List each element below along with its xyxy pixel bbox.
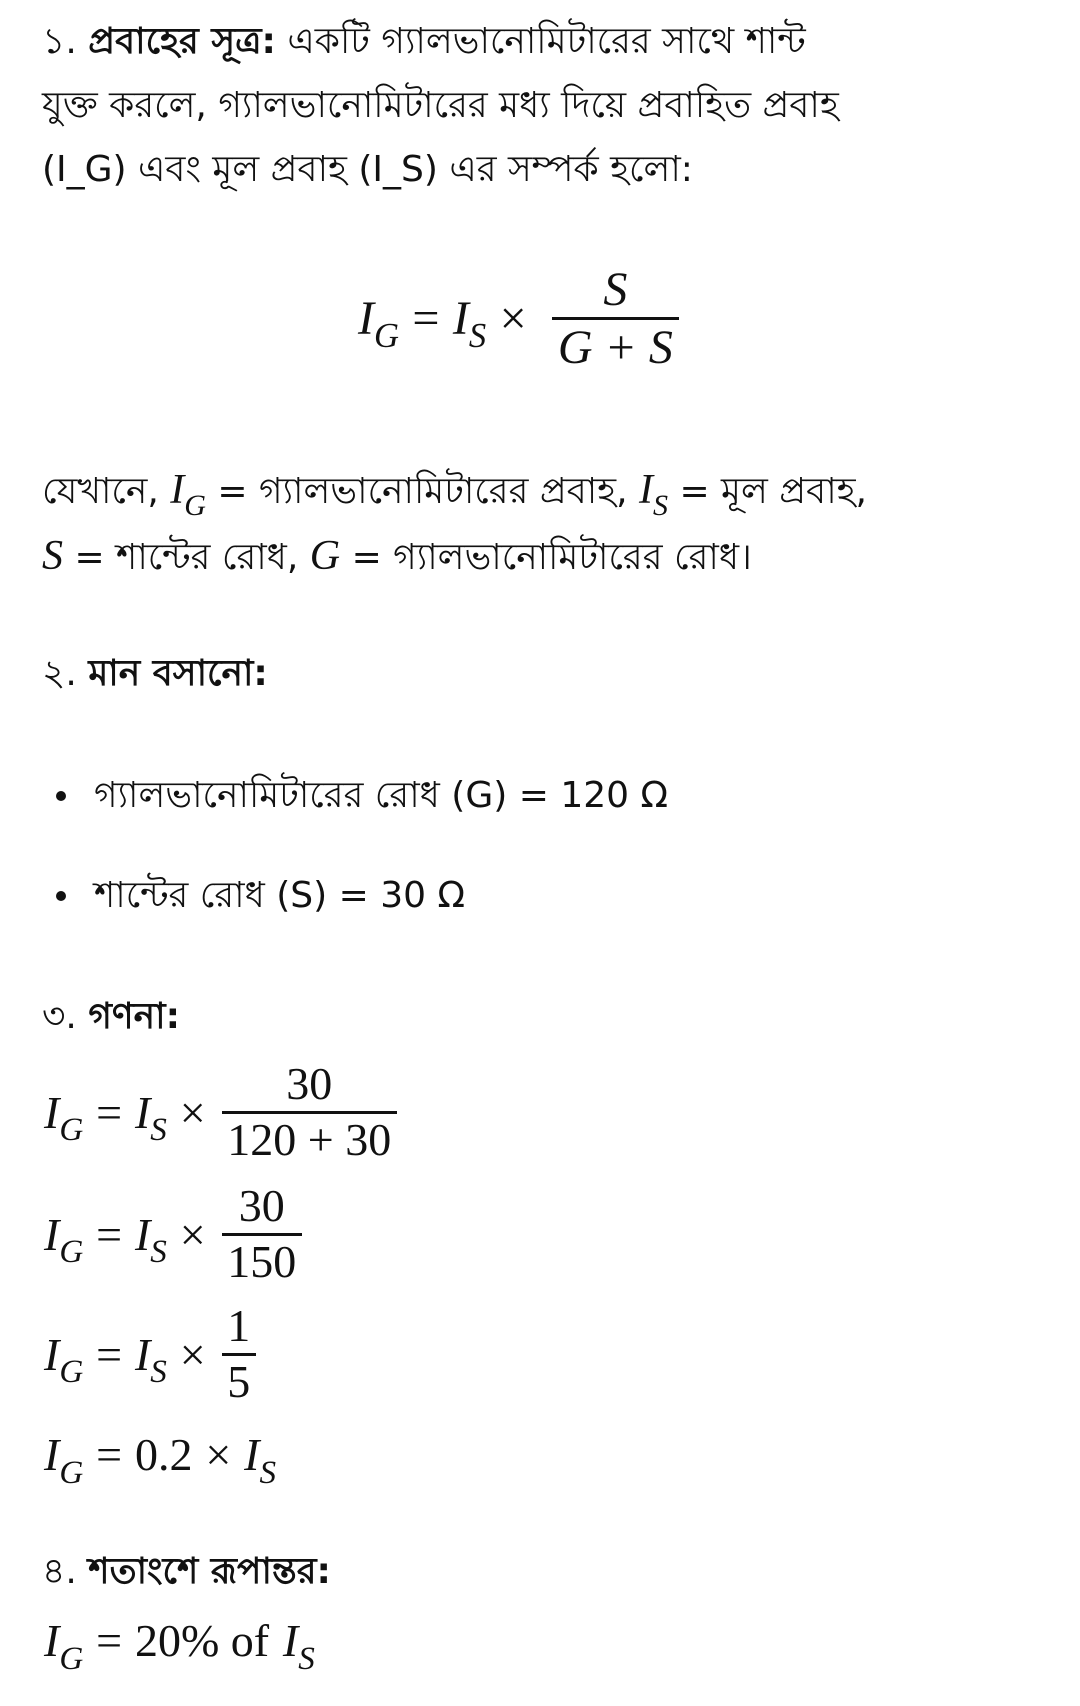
step-fraction bbox=[222, 1058, 397, 1167]
is-symbol: $I_S$ bbox=[638, 467, 668, 522]
bullet-icon bbox=[56, 891, 66, 901]
calc-step-2 bbox=[44, 1180, 302, 1289]
final-result bbox=[44, 1614, 315, 1677]
step-denominator: 5 bbox=[227, 1355, 251, 1407]
section-1-line-2: যুক্ত করলে, গ্যালভানোমিটারের মধ্য দিয়ে প্রবাহিত প্রবাহ bbox=[42, 85, 839, 126]
list-item-label: শান্টের রোধ (S) = 30 Ω bbox=[94, 875, 465, 916]
formula-rhs-var: $I_S$ bbox=[452, 292, 487, 356]
section-4-heading-line bbox=[42, 1540, 331, 1604]
ig-symbol: $I_G$ bbox=[170, 467, 206, 522]
section-3-heading-line bbox=[42, 985, 180, 1049]
is-definition: = মূল প্রবাহ, bbox=[679, 471, 868, 512]
section-2-heading-line bbox=[42, 642, 268, 706]
step-fraction bbox=[222, 1300, 256, 1409]
list-item-label: গ্যালভানোমিটারের রোধ (G) = 120 Ω bbox=[94, 775, 668, 816]
result-value: 20% of bbox=[134, 1615, 270, 1666]
list-item-shunt-resistance bbox=[42, 864, 668, 928]
step-times: × bbox=[205, 1429, 232, 1480]
section-1-line-1 bbox=[42, 10, 806, 74]
section-3-heading: গণনা: bbox=[88, 996, 180, 1037]
section-1-heading: প্রবাহের সূত্র: bbox=[88, 21, 276, 62]
ig-definition: = গ্যালভানোমিটারের প্রবাহ, bbox=[217, 471, 628, 512]
step-var: $I_S$ bbox=[244, 1429, 277, 1491]
step-lhs: $I_G$ bbox=[44, 1429, 84, 1491]
section-1-line-3: (I_G) এবং মূল প্রবাহ (I_S) এর সম্পর্ক হলো: bbox=[42, 149, 693, 190]
step-var: $I_S$ bbox=[134, 1328, 167, 1391]
where-prefix: যেখানে, bbox=[42, 471, 159, 512]
current-divider-formula bbox=[358, 262, 679, 375]
s-symbol: S bbox=[42, 533, 63, 579]
section-4-number: ৪. bbox=[42, 1551, 77, 1592]
bullet-icon bbox=[56, 791, 66, 801]
step-times: × bbox=[179, 1328, 206, 1380]
values-list bbox=[42, 764, 668, 928]
section-1-number: ১. bbox=[42, 21, 77, 62]
step-denominator: 150 bbox=[227, 1235, 297, 1287]
list-item-galvanometer-resistance bbox=[42, 764, 668, 828]
where-line-1 bbox=[42, 458, 867, 526]
result-lhs: $I_G$ bbox=[44, 1615, 84, 1677]
step-coefficient: 0.2 bbox=[134, 1429, 193, 1480]
step-var: $I_S$ bbox=[134, 1208, 167, 1271]
formula-times: × bbox=[499, 292, 527, 346]
calc-step-1 bbox=[44, 1058, 397, 1167]
step-lhs: $I_G$ bbox=[44, 1208, 84, 1271]
g-symbol: G bbox=[309, 533, 341, 579]
section-4-heading: শতাংশে রূপান্তর: bbox=[88, 1551, 331, 1592]
formula-fraction bbox=[552, 262, 679, 375]
section-2-heading: মান বসানো: bbox=[88, 653, 268, 694]
calc-step-4 bbox=[44, 1428, 277, 1491]
formula-lhs: $I_G$ bbox=[358, 292, 399, 356]
section-1-text: একটি গ্যালভানোমিটারের সাথে শান্ট bbox=[287, 21, 806, 62]
section-2-number: ২. bbox=[42, 653, 77, 694]
step-fraction bbox=[222, 1180, 302, 1289]
s-definition: = শান্টের রোধ, bbox=[74, 537, 299, 578]
formula-equals: = bbox=[412, 292, 440, 346]
formula-denominator: G + S bbox=[557, 321, 673, 375]
result-var: $I_S$ bbox=[282, 1615, 315, 1677]
step-numerator: 30 bbox=[238, 1180, 285, 1231]
step-equals: = bbox=[96, 1328, 123, 1380]
step-equals: = bbox=[96, 1208, 123, 1260]
formula-numerator: S bbox=[603, 263, 628, 316]
step-lhs: $I_G$ bbox=[44, 1086, 84, 1149]
step-var: $I_S$ bbox=[134, 1086, 167, 1149]
step-numerator: 30 bbox=[286, 1058, 333, 1109]
step-times: × bbox=[179, 1086, 206, 1138]
step-denominator: 120 + 30 bbox=[227, 1113, 392, 1165]
section-3-number: ৩. bbox=[42, 996, 77, 1037]
step-equals: = bbox=[96, 1086, 123, 1138]
result-equals: = bbox=[96, 1615, 123, 1666]
g-definition: = গ্যালভানোমিটারের রোধ। bbox=[351, 537, 752, 578]
step-equals: = bbox=[96, 1429, 123, 1480]
step-numerator: 1 bbox=[227, 1300, 251, 1351]
calc-step-3 bbox=[44, 1300, 256, 1409]
step-times: × bbox=[179, 1208, 206, 1260]
step-lhs: $I_G$ bbox=[44, 1328, 84, 1391]
where-line-2 bbox=[42, 524, 752, 590]
